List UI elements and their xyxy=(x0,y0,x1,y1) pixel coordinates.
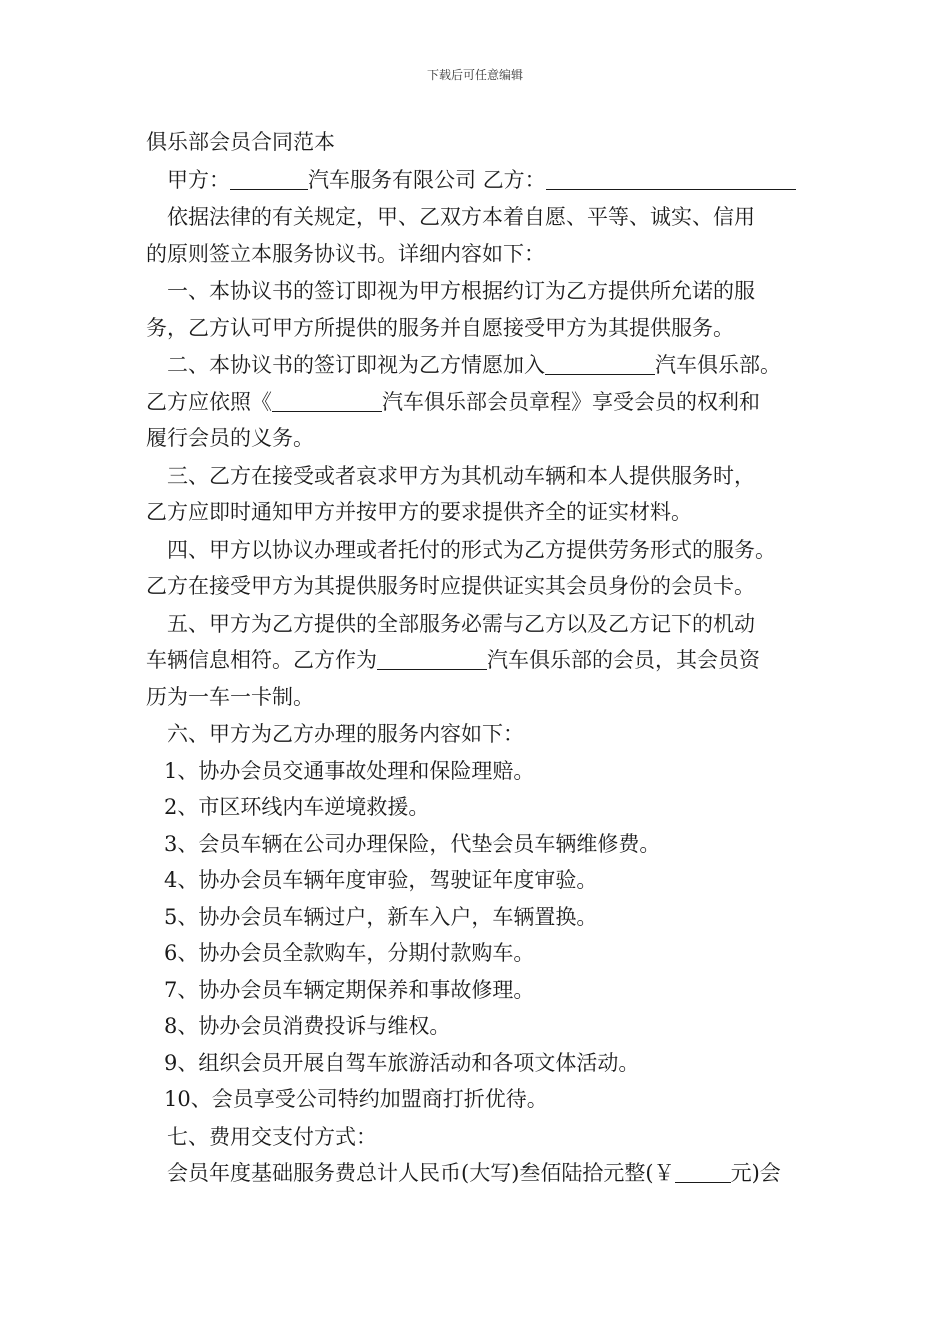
clause-line: 务，乙方认可甲方所提供的服务并自愿接受甲方为其提供服务。 xyxy=(146,315,734,340)
club-name-blank xyxy=(377,647,487,670)
clause-line xyxy=(146,642,816,679)
party-a-suffix: 汽车服务有限公司 xyxy=(308,167,476,192)
clause-text: 元)会 xyxy=(730,1161,781,1185)
clause-line: 四、甲方以协议办理或者托付的形式为乙方提供劳务形式的服务。 xyxy=(167,537,776,562)
intro-line: 依据法律的有关规定，甲、乙双方本着自愿、平等、诚实、信用 xyxy=(167,205,755,229)
clause-line xyxy=(146,1155,816,1192)
intro-line: 的原则签立本服务协议书。详细内容如下： xyxy=(146,241,545,266)
list-item: 6、协办会员全款购车，分期付款购车。 xyxy=(164,941,535,965)
clause-text: 会员年度基础服务费总计人民币(大写)叁佰陆拾元整(￥ xyxy=(167,1161,675,1185)
service-list xyxy=(146,753,816,1118)
clause-line xyxy=(146,384,816,421)
clause-line: 三、乙方在接受或者哀求甲方为其机动车辆和本人提供服务时， xyxy=(167,463,755,488)
clause-1 xyxy=(146,273,816,346)
clause-text: 汽车俱乐部。 xyxy=(655,353,781,377)
party-a-label: 甲方： xyxy=(167,167,230,192)
clause-text: 汽车俱乐部的会员，其会员资 xyxy=(487,648,760,672)
document-title: 俱乐部会员合同范本 xyxy=(146,130,335,154)
club-name-blank xyxy=(545,352,655,375)
list-item: 10、会员享受公司特约加盟商打折优待。 xyxy=(164,1087,548,1111)
clause-line: 乙方在接受甲方为其提供服务时应提供证实其会员身份的会员卡。 xyxy=(146,574,755,598)
page-header: 下载后可任意编辑 xyxy=(426,68,523,82)
parties-line xyxy=(146,162,816,199)
clause-2 xyxy=(146,347,816,457)
list-item: 3、会员车辆在公司办理保险，代垫会员车辆维修费。 xyxy=(164,831,661,856)
party-b-label: 乙方： xyxy=(482,167,546,192)
clause-line: 历为一车一卡制。 xyxy=(146,684,314,709)
clause-line: 乙方应即时通知甲方并按甲方的要求提供齐全的证实材料。 xyxy=(146,500,692,524)
clause-line: 一、本协议书的签订即视为甲方根据约订为乙方提供所允诺的服 xyxy=(167,279,755,303)
clause-line: 履行会员的义务。 xyxy=(146,426,314,450)
clause-heading: 六、甲方为乙方办理的服务内容如下： xyxy=(167,722,524,746)
clause-text: 乙方应依照《 xyxy=(146,389,272,414)
list-item: 5、协办会员车辆过户，新车入户，车辆置换。 xyxy=(164,904,598,929)
clause-text: 汽车俱乐部会员章程》享受会员的权利和 xyxy=(382,389,760,414)
clause-5 xyxy=(146,606,816,716)
clause-4 xyxy=(146,532,816,605)
party-a-blank xyxy=(230,167,308,190)
amount-blank xyxy=(675,1160,731,1183)
list-item: 8、协办会员消费投诉与维权。 xyxy=(164,1014,451,1038)
party-b-blank xyxy=(546,167,796,190)
clause-7 xyxy=(146,1119,816,1192)
clause-heading: 七、费用交支付方式： xyxy=(167,1124,377,1149)
clause-text: 车辆信息相符。乙方作为 xyxy=(146,648,377,672)
clause-text: 二、本协议书的签订即视为乙方情愿加入 xyxy=(167,353,545,377)
document-body xyxy=(146,124,816,1192)
clause-line xyxy=(146,347,816,384)
list-item: 2、市区环线内车逆境救援。 xyxy=(164,795,430,819)
clause-3 xyxy=(146,458,816,531)
list-item: 7、协办会员车辆定期保养和事故修理。 xyxy=(164,977,535,1002)
list-item: 4、协办会员车辆年度审验，驾驶证年度审验。 xyxy=(164,868,598,892)
list-item: 9、组织会员开展自驾车旅游活动和各项文体活动。 xyxy=(164,1050,640,1075)
intro-paragraph xyxy=(146,199,816,272)
clause-6 xyxy=(146,716,816,1118)
club-name-blank xyxy=(272,389,382,412)
list-item: 1、协办会员交通事故处理和保险理赔。 xyxy=(164,758,535,783)
clause-line: 五、甲方为乙方提供的全部服务必需与乙方以及乙方记下的机动 xyxy=(167,611,755,636)
